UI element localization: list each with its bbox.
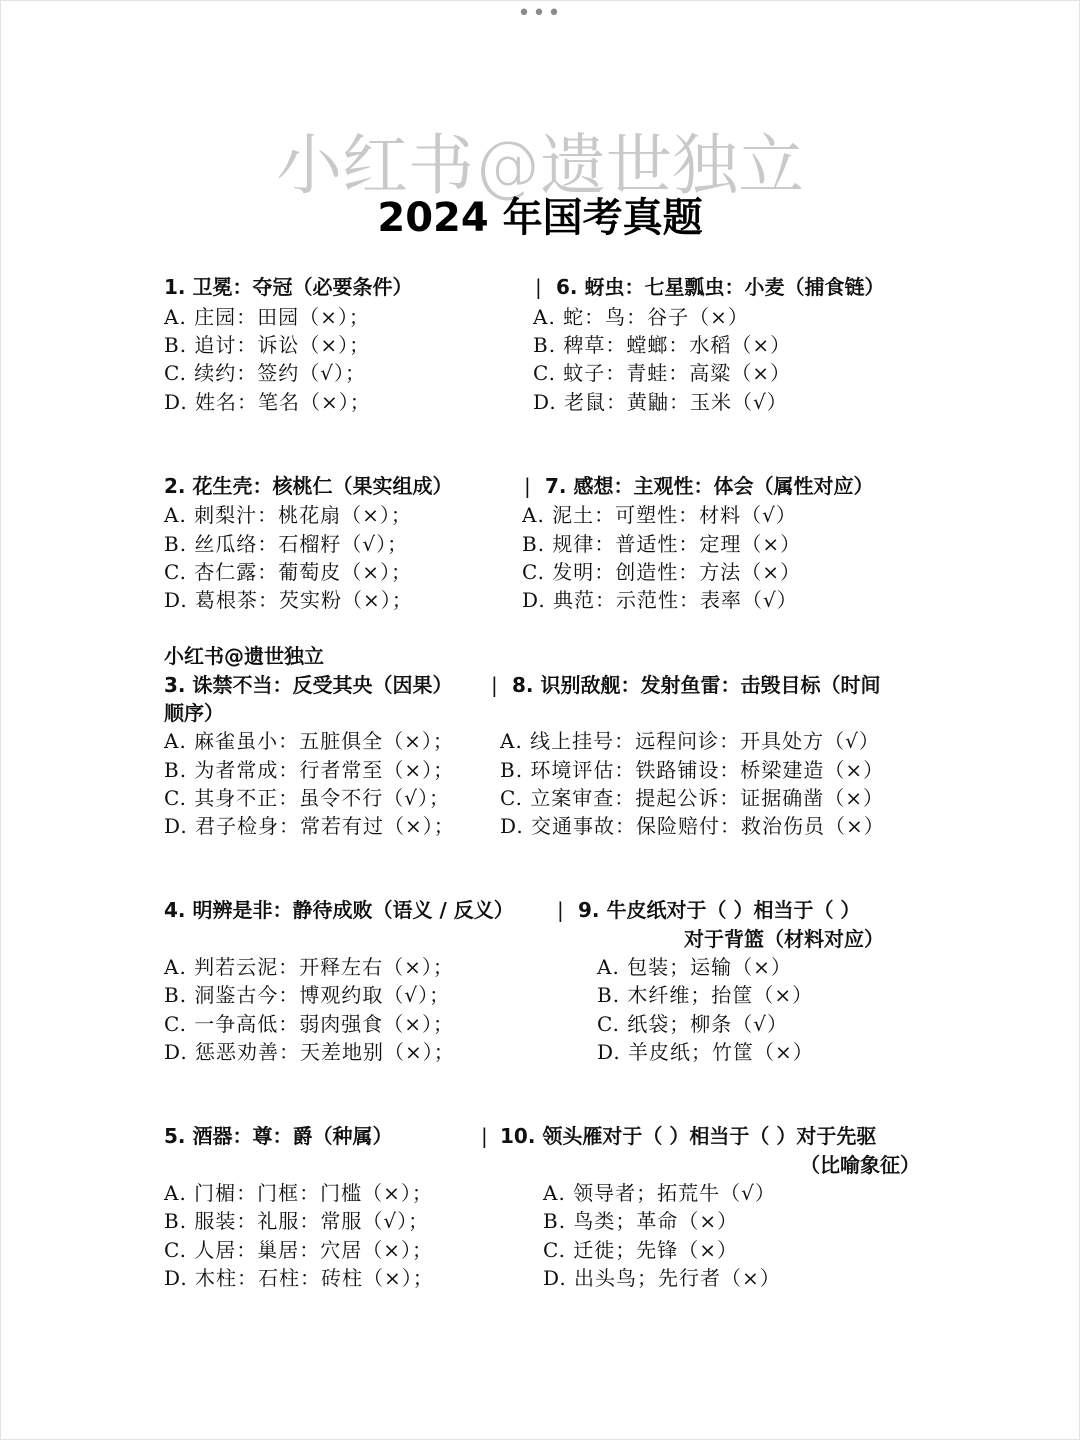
column-separator: | — [481, 1124, 488, 1148]
option-a: A. 领导者；拓荒牛（√） — [543, 1181, 776, 1205]
inline-watermark: 小红书@遗世独立 — [164, 644, 324, 668]
column-separator: | — [557, 898, 564, 922]
option-b: B. 规律：普适性：定理（×） — [522, 532, 802, 556]
option-b: B. 为者常成：行者常至（×）； — [164, 758, 455, 782]
question-title: 7. 感想：主观性：体会（属性对应） — [545, 474, 874, 498]
option-b: B. 丝瓜络：石榴籽（√）； — [164, 532, 409, 556]
question-title: 4. 明辨是非：静待成败（语义 / 反义） — [164, 898, 514, 922]
option-a: A. 蛇：鸟：谷子（×） — [533, 305, 749, 329]
option-c: C. 发明：创造性：方法（×） — [522, 560, 802, 584]
option-c: C. 杏仁露：葡萄皮（×）； — [164, 560, 413, 584]
question-title: 2. 花生壳：核桃仁（果实组成） — [164, 474, 453, 498]
watermark: 小红书@遗世独立 — [276, 127, 804, 204]
option-a: A. 庄园：田园（×）； — [164, 305, 370, 329]
option-d: D. 惩恶劝善：天差地别（×）； — [164, 1040, 455, 1064]
option-a: A. 判若云泥：开释左右（×）； — [164, 955, 454, 979]
option-c: C. 人居：巢居：穴居（×）； — [164, 1238, 434, 1262]
page-title: 2024 年国考真题 — [377, 195, 703, 241]
option-d: D. 出头鸟；先行者（×） — [543, 1266, 781, 1290]
option-b: B. 木纤维；抬筐（×） — [597, 983, 814, 1007]
question-title: 3. 诛禁不当：反受其央（因果） — [164, 673, 453, 697]
option-b: B. 追讨：诉讼（×）； — [164, 333, 371, 357]
option-d: D. 老鼠：黄鼬：玉米（√） — [533, 390, 788, 414]
question-title: 5. 酒器：尊：爵（种属） — [164, 1124, 393, 1148]
option-d: D. 羊皮纸；竹筐（×） — [597, 1040, 814, 1064]
option-b: B. 环境评估：铁路铺设：桥梁建造（×） — [500, 758, 885, 782]
option-d: D. 葛根茶：芡实粉（×）； — [164, 588, 413, 612]
option-c: C. 其身不正：虽令不行（√）； — [164, 786, 451, 810]
option-a: A. 刺梨汁：桃花扇（×）； — [164, 503, 412, 527]
question-title-continued: 顺序） — [164, 701, 224, 725]
column-separator: | — [491, 673, 498, 697]
option-c: C. 纸袋；柳条（√） — [597, 1012, 789, 1036]
option-d: D. 交通事故：保险赔付：救治伤员（×） — [500, 814, 885, 838]
question-title-continued: 对于背篮（材料对应） — [684, 927, 884, 951]
question-title-continued: （比喻象征） — [800, 1153, 920, 1177]
option-a: A. 包装；运输（×） — [597, 955, 792, 979]
option-c: C. 迁徙；先锋（×） — [543, 1238, 739, 1262]
option-d: D. 典范：示范性：表率（√） — [522, 588, 798, 612]
option-d: D. 姓名：笔名（×）； — [164, 390, 371, 414]
column-separator: | — [535, 275, 542, 299]
option-b: B. 稗草：螳螂：水稻（×） — [533, 333, 792, 357]
option-c: C. 蚊子：青蛙：高粱（×） — [533, 361, 792, 385]
question-title: 6. 蚜虫：七星瓢虫：小麦（捕食链） — [556, 275, 885, 299]
question-title: 10. 领头雁对于（ ）相当于（ ）对于先驱 — [500, 1124, 877, 1148]
column-separator: | — [524, 474, 531, 498]
option-b: B. 鸟类；革命（×） — [543, 1209, 739, 1233]
option-b: B. 洞鉴古今：博观约取（√）； — [164, 983, 451, 1007]
option-c: C. 立案审查：提起公诉：证据确凿（×） — [500, 786, 885, 810]
option-d: D. 木柱：石柱：砖柱（×）； — [164, 1266, 434, 1290]
question-title: 9. 牛皮纸对于（ ）相当于（ ） — [578, 898, 861, 922]
option-d: D. 君子检身：常若有过（×）； — [164, 814, 455, 838]
option-a: A. 麻雀虽小：五脏俱全（×）； — [164, 729, 454, 753]
question-title: 8. 识别敌舰：发射鱼雷：击毁目标（时间 — [512, 673, 881, 697]
question-title: 1. 卫冕：夺冠（必要条件） — [164, 275, 413, 299]
option-a: A. 门楣：门框：门槛（×）； — [164, 1181, 433, 1205]
option-c: C. 续约：签约（√）； — [164, 361, 367, 385]
option-a: A. 线上挂号：远程问诊：开具处方（√） — [500, 729, 880, 753]
option-c: C. 一争高低：弱肉强食（×）； — [164, 1012, 455, 1036]
option-b: B. 服装：礼服：常服（√）； — [164, 1209, 430, 1233]
more-options-icon[interactable]: ••• — [517, 1, 563, 26]
option-a: A. 泥土：可塑性：材料（√） — [522, 503, 797, 527]
